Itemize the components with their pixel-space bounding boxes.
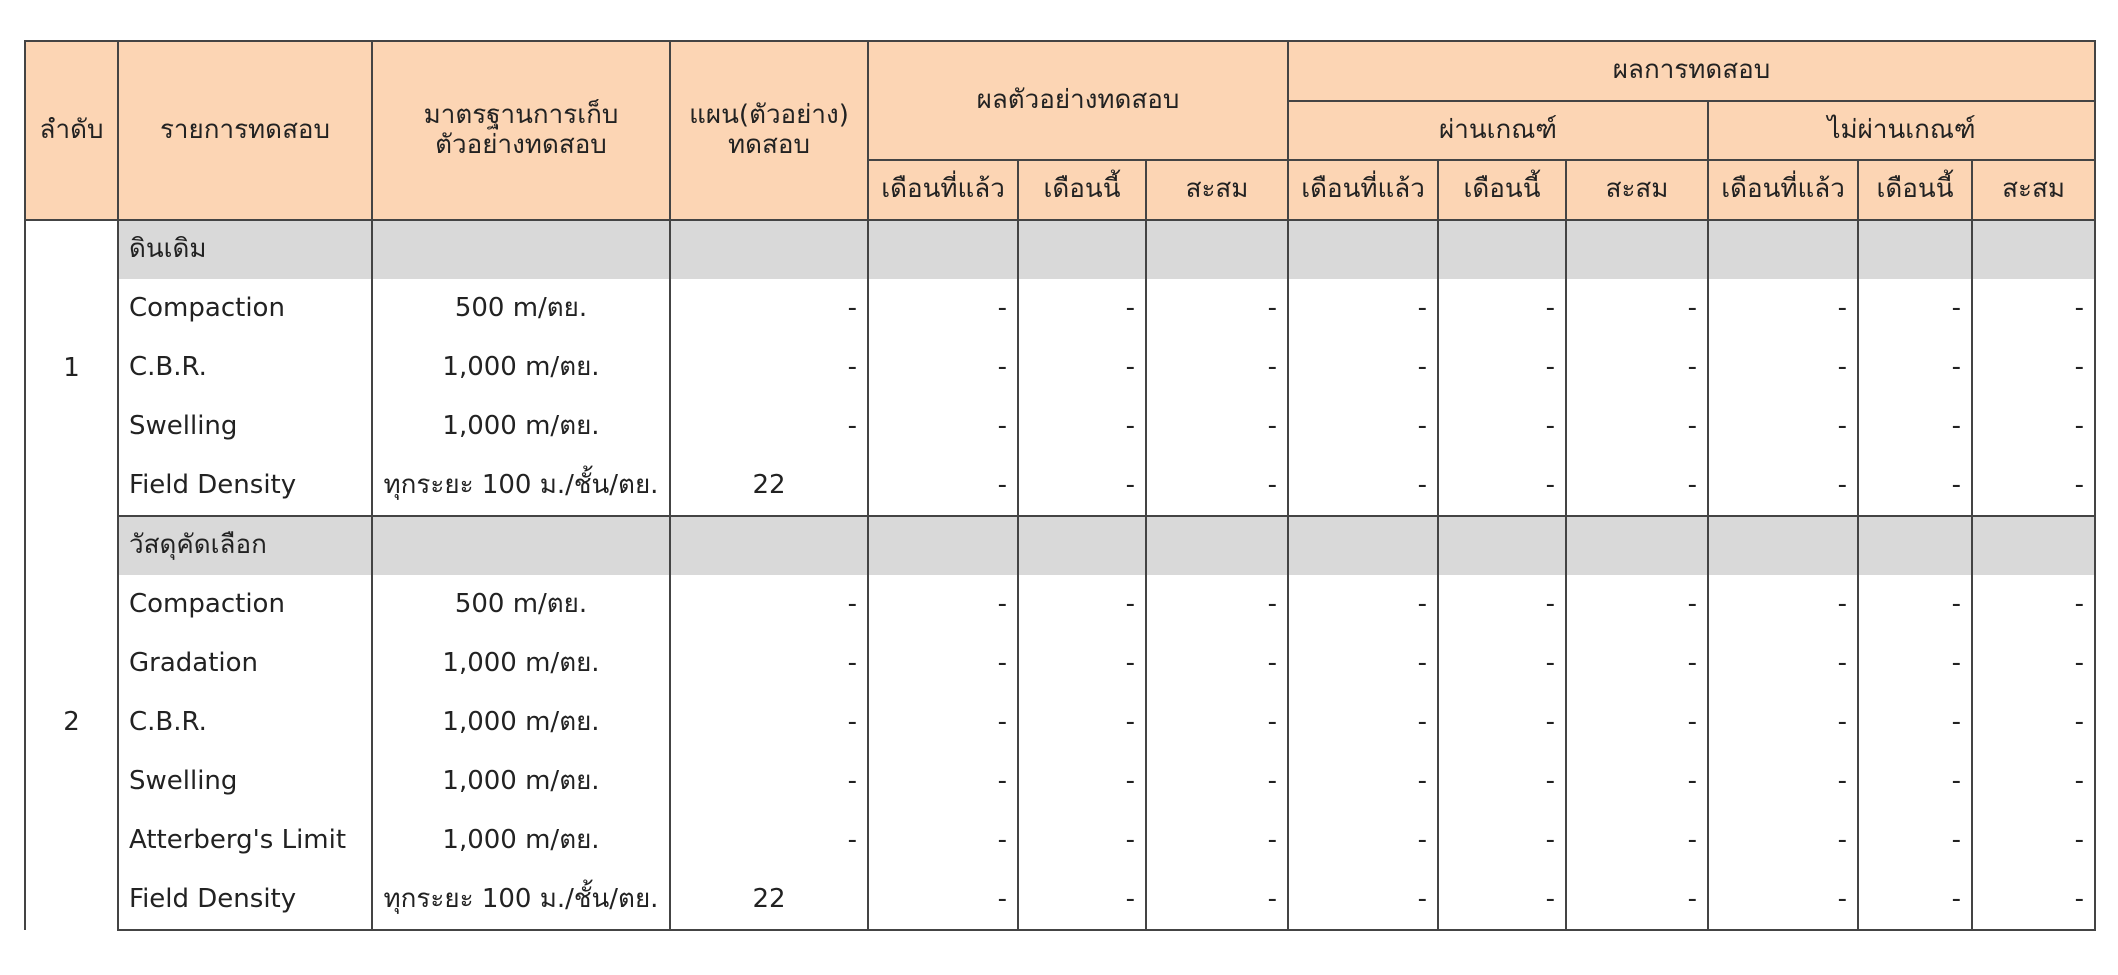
- value-fail-this-month: -: [1858, 752, 1972, 811]
- value-fail-this-month: -: [1858, 811, 1972, 870]
- header-sample-results: ผลตัวอย่างทดสอบ: [868, 41, 1288, 160]
- sampling-standard: 1,000 m/ตย.: [372, 634, 670, 693]
- test-item-name: Field Density: [118, 870, 372, 930]
- test-item-name: C.B.R.: [118, 693, 372, 752]
- value-sample-last-month: -: [868, 811, 1018, 870]
- header-plan: [670, 41, 868, 220]
- value-pass-cumulative: -: [1566, 693, 1708, 752]
- category-filler-cell: [1146, 516, 1288, 575]
- value-fail-last-month: -: [1708, 456, 1858, 516]
- plan-count: -: [670, 338, 868, 397]
- value-fail-last-month: -: [1708, 752, 1858, 811]
- value-pass-cumulative: -: [1566, 338, 1708, 397]
- value-sample-last-month: -: [868, 456, 1018, 516]
- value-sample-cumulative: -: [1146, 870, 1288, 930]
- value-pass-cumulative: -: [1566, 279, 1708, 338]
- sampling-standard: 1,000 m/ตย.: [372, 397, 670, 456]
- value-pass-cumulative: -: [1566, 397, 1708, 456]
- value-sample-cumulative: -: [1146, 811, 1288, 870]
- value-sample-cumulative: -: [1146, 279, 1288, 338]
- value-pass-last-month: -: [1288, 634, 1438, 693]
- value-sample-cumulative: -: [1146, 752, 1288, 811]
- value-fail-this-month: -: [1858, 693, 1972, 752]
- value-fail-this-month: -: [1858, 338, 1972, 397]
- value-sample-cumulative: -: [1146, 693, 1288, 752]
- value-fail-cumulative: -: [1972, 752, 2095, 811]
- category-filler-cell: [1858, 220, 1972, 279]
- sampling-standard: 500 m/ตย.: [372, 575, 670, 634]
- value-fail-last-month: -: [1708, 338, 1858, 397]
- value-fail-last-month: -: [1708, 397, 1858, 456]
- value-sample-this-month: -: [1018, 870, 1146, 930]
- plan-count: -: [670, 575, 868, 634]
- value-fail-this-month: -: [1858, 456, 1972, 516]
- value-pass-this-month: -: [1438, 575, 1566, 634]
- category-label: วัสดุคัดเลือก: [118, 516, 372, 575]
- value-sample-last-month: -: [868, 575, 1018, 634]
- category-row: [25, 516, 2095, 575]
- table-row: [25, 279, 2095, 338]
- value-fail-cumulative: -: [1972, 456, 2095, 516]
- test-item-name: Atterberg's Limit: [118, 811, 372, 870]
- value-sample-cumulative: -: [1146, 456, 1288, 516]
- header-pass-last-month: เดือนที่แล้ว: [1288, 160, 1438, 220]
- value-fail-cumulative: -: [1972, 397, 2095, 456]
- value-sample-this-month: -: [1018, 279, 1146, 338]
- value-pass-this-month: -: [1438, 634, 1566, 693]
- header-pass-this-month: เดือนนี้: [1438, 160, 1566, 220]
- table-row: [25, 338, 2095, 397]
- value-pass-this-month: -: [1438, 279, 1566, 338]
- value-fail-last-month: -: [1708, 870, 1858, 930]
- value-fail-cumulative: -: [1972, 279, 2095, 338]
- category-filler-cell: [1708, 516, 1858, 575]
- value-sample-last-month: -: [868, 338, 1018, 397]
- category-filler-cell: [372, 516, 670, 575]
- plan-count: 22: [670, 456, 868, 516]
- value-sample-last-month: -: [868, 397, 1018, 456]
- plan-count: 22: [670, 870, 868, 930]
- category-filler-cell: [1146, 220, 1288, 279]
- value-pass-cumulative: -: [1566, 575, 1708, 634]
- value-fail-last-month: -: [1708, 634, 1858, 693]
- value-pass-this-month: -: [1438, 811, 1566, 870]
- value-pass-last-month: -: [1288, 752, 1438, 811]
- header-fail: ไม่ผ่านเกณฑ์: [1708, 101, 2095, 160]
- table-row: [25, 870, 2095, 930]
- value-sample-last-month: -: [868, 870, 1018, 930]
- value-fail-this-month: -: [1858, 575, 1972, 634]
- value-sample-this-month: -: [1018, 338, 1146, 397]
- header-test-item: รายการทดสอบ: [118, 41, 372, 220]
- sampling-standard: 1,000 m/ตย.: [372, 338, 670, 397]
- value-pass-last-month: -: [1288, 693, 1438, 752]
- header-sampling-standard: [372, 41, 670, 220]
- header-pass: ผ่านเกณฑ์: [1288, 101, 1708, 160]
- table-row: [25, 693, 2095, 752]
- header-sample-cumulative: สะสม: [1146, 160, 1288, 220]
- value-pass-cumulative: -: [1566, 634, 1708, 693]
- category-filler-cell: [1438, 516, 1566, 575]
- table-row: [25, 634, 2095, 693]
- value-pass-last-month: -: [1288, 870, 1438, 930]
- header-plan-line2: ทดสอบ: [727, 129, 810, 160]
- plan-count: -: [670, 279, 868, 338]
- value-fail-cumulative: -: [1972, 870, 2095, 930]
- value-pass-this-month: -: [1438, 397, 1566, 456]
- test-item-name: Swelling: [118, 397, 372, 456]
- value-pass-last-month: -: [1288, 279, 1438, 338]
- value-fail-this-month: -: [1858, 397, 1972, 456]
- value-pass-this-month: -: [1438, 870, 1566, 930]
- value-sample-last-month: -: [868, 279, 1018, 338]
- test-results-table: [24, 40, 2096, 931]
- category-filler-cell: [372, 220, 670, 279]
- category-filler-cell: [868, 516, 1018, 575]
- value-fail-cumulative: -: [1972, 634, 2095, 693]
- group-index: 1: [25, 220, 118, 516]
- header-standard-line1: มาตรฐานการเก็บ: [423, 99, 619, 130]
- sampling-standard: ทุกระยะ 100 ม./ชั้น/ตย.: [372, 870, 670, 930]
- sampling-standard: ทุกระยะ 100 ม./ชั้น/ตย.: [372, 456, 670, 516]
- value-sample-this-month: -: [1018, 575, 1146, 634]
- category-row: [25, 220, 2095, 279]
- value-sample-this-month: -: [1018, 634, 1146, 693]
- test-item-name: Compaction: [118, 575, 372, 634]
- value-fail-last-month: -: [1708, 575, 1858, 634]
- test-item-name: C.B.R.: [118, 338, 372, 397]
- value-sample-cumulative: -: [1146, 338, 1288, 397]
- category-filler-cell: [1438, 220, 1566, 279]
- sampling-standard: 1,000 m/ตย.: [372, 811, 670, 870]
- category-label: ดินเดิม: [118, 220, 372, 279]
- value-sample-this-month: -: [1018, 397, 1146, 456]
- category-filler-cell: [1708, 220, 1858, 279]
- value-sample-last-month: -: [868, 752, 1018, 811]
- value-pass-last-month: -: [1288, 811, 1438, 870]
- value-fail-last-month: -: [1708, 279, 1858, 338]
- value-fail-this-month: -: [1858, 870, 1972, 930]
- header-test-results: ผลการทดสอบ: [1288, 41, 2095, 101]
- value-fail-cumulative: -: [1972, 693, 2095, 752]
- value-sample-this-month: -: [1018, 811, 1146, 870]
- category-filler-cell: [1858, 516, 1972, 575]
- value-pass-cumulative: -: [1566, 811, 1708, 870]
- group-index: 2: [25, 516, 118, 930]
- sampling-standard: 500 m/ตย.: [372, 279, 670, 338]
- test-item-name: Swelling: [118, 752, 372, 811]
- table-row: [25, 397, 2095, 456]
- plan-count: -: [670, 811, 868, 870]
- table-row: [25, 575, 2095, 634]
- plan-count: -: [670, 752, 868, 811]
- value-sample-cumulative: -: [1146, 575, 1288, 634]
- plan-count: -: [670, 397, 868, 456]
- value-fail-this-month: -: [1858, 634, 1972, 693]
- value-fail-last-month: -: [1708, 693, 1858, 752]
- value-pass-last-month: -: [1288, 456, 1438, 516]
- value-fail-cumulative: -: [1972, 338, 2095, 397]
- value-pass-cumulative: -: [1566, 456, 1708, 516]
- category-filler-cell: [1018, 220, 1146, 279]
- value-sample-cumulative: -: [1146, 397, 1288, 456]
- value-fail-last-month: -: [1708, 811, 1858, 870]
- header-index: ลำดับ: [25, 41, 118, 220]
- value-pass-this-month: -: [1438, 338, 1566, 397]
- sampling-standard: 1,000 m/ตย.: [372, 752, 670, 811]
- value-sample-this-month: -: [1018, 456, 1146, 516]
- category-filler-cell: [670, 516, 868, 575]
- header-sample-this-month: เดือนนี้: [1018, 160, 1146, 220]
- value-pass-cumulative: -: [1566, 870, 1708, 930]
- value-pass-last-month: -: [1288, 338, 1438, 397]
- value-sample-this-month: -: [1018, 693, 1146, 752]
- value-pass-this-month: -: [1438, 693, 1566, 752]
- header-pass-cumulative: สะสม: [1566, 160, 1708, 220]
- category-filler-cell: [1566, 220, 1708, 279]
- sampling-standard: 1,000 m/ตย.: [372, 693, 670, 752]
- category-filler-cell: [1972, 220, 2095, 279]
- table-row: [25, 811, 2095, 870]
- value-sample-last-month: -: [868, 634, 1018, 693]
- value-pass-this-month: -: [1438, 456, 1566, 516]
- value-sample-last-month: -: [868, 693, 1018, 752]
- category-filler-cell: [1288, 220, 1438, 279]
- category-filler-cell: [1972, 516, 2095, 575]
- test-item-name: Field Density: [118, 456, 372, 516]
- table-row: [25, 752, 2095, 811]
- value-fail-cumulative: -: [1972, 811, 2095, 870]
- header-plan-line1: แผน(ตัวอย่าง): [689, 99, 849, 130]
- value-pass-last-month: -: [1288, 575, 1438, 634]
- plan-count: -: [670, 634, 868, 693]
- test-item-name: Gradation: [118, 634, 372, 693]
- category-filler-cell: [670, 220, 868, 279]
- plan-count: -: [670, 693, 868, 752]
- category-filler-cell: [868, 220, 1018, 279]
- table-row: [25, 456, 2095, 516]
- header-standard-line2: ตัวอย่างทดสอบ: [435, 129, 607, 160]
- value-sample-this-month: -: [1018, 752, 1146, 811]
- test-item-name: Compaction: [118, 279, 372, 338]
- value-fail-cumulative: -: [1972, 575, 2095, 634]
- value-pass-last-month: -: [1288, 397, 1438, 456]
- header-fail-cumulative: สะสม: [1972, 160, 2095, 220]
- header-sample-last-month: เดือนที่แล้ว: [868, 160, 1018, 220]
- value-pass-this-month: -: [1438, 752, 1566, 811]
- header-fail-last-month: เดือนที่แล้ว: [1708, 160, 1858, 220]
- category-filler-cell: [1288, 516, 1438, 575]
- value-pass-cumulative: -: [1566, 752, 1708, 811]
- value-sample-cumulative: -: [1146, 634, 1288, 693]
- header-fail-this-month: เดือนนี้: [1858, 160, 1972, 220]
- value-fail-this-month: -: [1858, 279, 1972, 338]
- category-filler-cell: [1566, 516, 1708, 575]
- category-filler-cell: [1018, 516, 1146, 575]
